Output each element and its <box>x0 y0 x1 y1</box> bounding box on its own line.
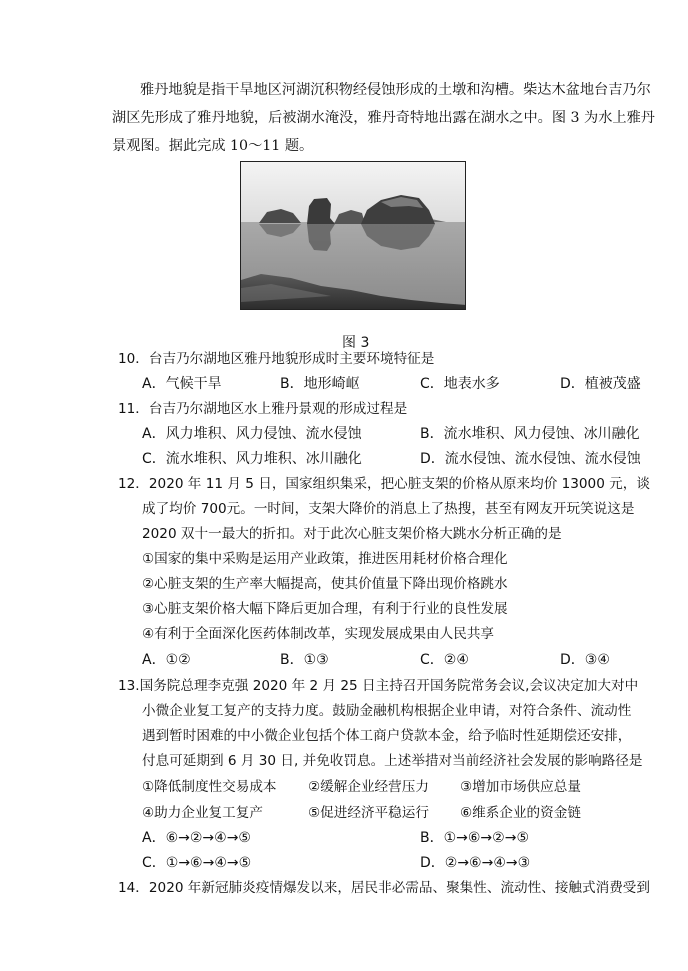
q13-option-a[interactable]: A．⑥→②→④→⑤ <box>142 830 251 846</box>
q13-option-d[interactable]: D．②→⑥→④→③ <box>420 855 531 871</box>
intro-line-1: 雅丹地貌是指干旱地区河湖沉积物经侵蚀形成的土墩和沟槽。柴达木盆地台吉乃尔 <box>140 82 651 98</box>
q13-line-3: 遇到暂时困难的中小微企业包括个体工商户贷款本金，给予临时性延期偿还安排， <box>142 728 632 744</box>
q10-option-b[interactable]: B．地形崎岖 <box>280 376 360 392</box>
q12-item-4: ④有利于全面深化医药体制改革，实现发展成果由人民共享 <box>142 626 495 642</box>
q10-stem: 10．台吉乃尔湖地区雅丹地貌形成时主要环境特征是 <box>118 351 435 367</box>
q12-item-2: ②心脏支架的生产率大幅提高，使其价值量下降出现价格跳水 <box>142 576 508 592</box>
q13-item-3: ③增加市场供应总量 <box>460 779 581 795</box>
q12-item-1: ①国家的集中采购是运用产业政策，推进医用耗材价格合理化 <box>142 551 508 567</box>
q11-option-c[interactable]: C．流水堆积、风力堆积、冰川融化 <box>142 451 362 467</box>
q10-option-a[interactable]: A．气候干旱 <box>142 376 222 392</box>
q13-line-4: 付息可延期到 6 月 30 日, 并免收罚息。上述举措对当前经济社会发展的影响路径是 <box>142 753 643 769</box>
q10-option-d[interactable]: D．植被茂盛 <box>560 376 641 392</box>
q13-item-5: ⑤促进经济平稳运行 <box>308 805 429 821</box>
q12-item-3: ③心脏支架价格大幅下降后更加合理，有利于行业的良性发展 <box>142 601 508 617</box>
q12-option-d[interactable]: D．③④ <box>560 652 610 668</box>
q12-option-a[interactable]: A．①② <box>142 652 191 668</box>
q13-item-4: ④助力企业复工复产 <box>142 805 263 821</box>
q13-option-c[interactable]: C．①→⑥→④→⑤ <box>142 855 252 871</box>
q12-line-3: 2020 双十一最大的折扣。对于此次心脏支架价格大跳水分析正确的是 <box>142 526 562 542</box>
q14-line-1: 14．2020 年新冠肺炎疫情爆发以来，居民非必需品、聚集性、流动性、接触式消费受到 <box>118 880 650 896</box>
q12-option-c[interactable]: C．②④ <box>420 652 469 668</box>
figure-caption: 图 3 <box>342 335 370 351</box>
q13-option-b[interactable]: B．①→⑥→②→⑤ <box>420 830 529 846</box>
q13-item-6: ⑥维系企业的资金链 <box>460 805 581 821</box>
q12-line-1: 12．2020 年 11 月 5 日，国家组织集采，把心脏支架的价格从原来均价 13000 元，谈 <box>118 476 650 492</box>
intro-line-2: 湖区先形成了雅丹地貌，后被湖水淹没，雅丹奇特地出露在湖水之中。图 3 为水上雅丹 <box>112 110 655 126</box>
q11-stem: 11．台吉乃尔湖地区水上雅丹景观的形成过程是 <box>118 401 408 417</box>
q11-option-b[interactable]: B．流水堆积、风力侵蚀、冰川融化 <box>420 426 640 442</box>
q12-option-b[interactable]: B．①③ <box>280 652 329 668</box>
intro-line-3: 景观图。据此完成 10～11 题。 <box>112 138 314 154</box>
q10-option-c[interactable]: C．地表水多 <box>420 376 500 392</box>
q13-line-2: 小微企业复工复产的支持力度。鼓励金融机构根据企业申请，对符合条件、流动性 <box>142 703 632 719</box>
q13-item-2: ②缓解企业经营压力 <box>308 779 429 795</box>
yardang-lake-photo <box>240 161 466 310</box>
q11-option-d[interactable]: D．流水侵蚀、流水侵蚀、流水侵蚀 <box>420 451 641 467</box>
q11-option-a[interactable]: A．风力堆积、风力侵蚀、流水侵蚀 <box>142 426 362 442</box>
q13-item-1: ①降低制度性交易成本 <box>142 779 277 795</box>
q13-line-1: 13.国务院总理李克强 2020 年 2 月 25 日主持召开国务院常务会议,会议决定加大对中 <box>118 678 639 694</box>
q12-line-2: 成了均价 700元。一时间，支架大降价的消息上了热搜，甚至有网友开玩笑说这是 <box>142 501 635 517</box>
